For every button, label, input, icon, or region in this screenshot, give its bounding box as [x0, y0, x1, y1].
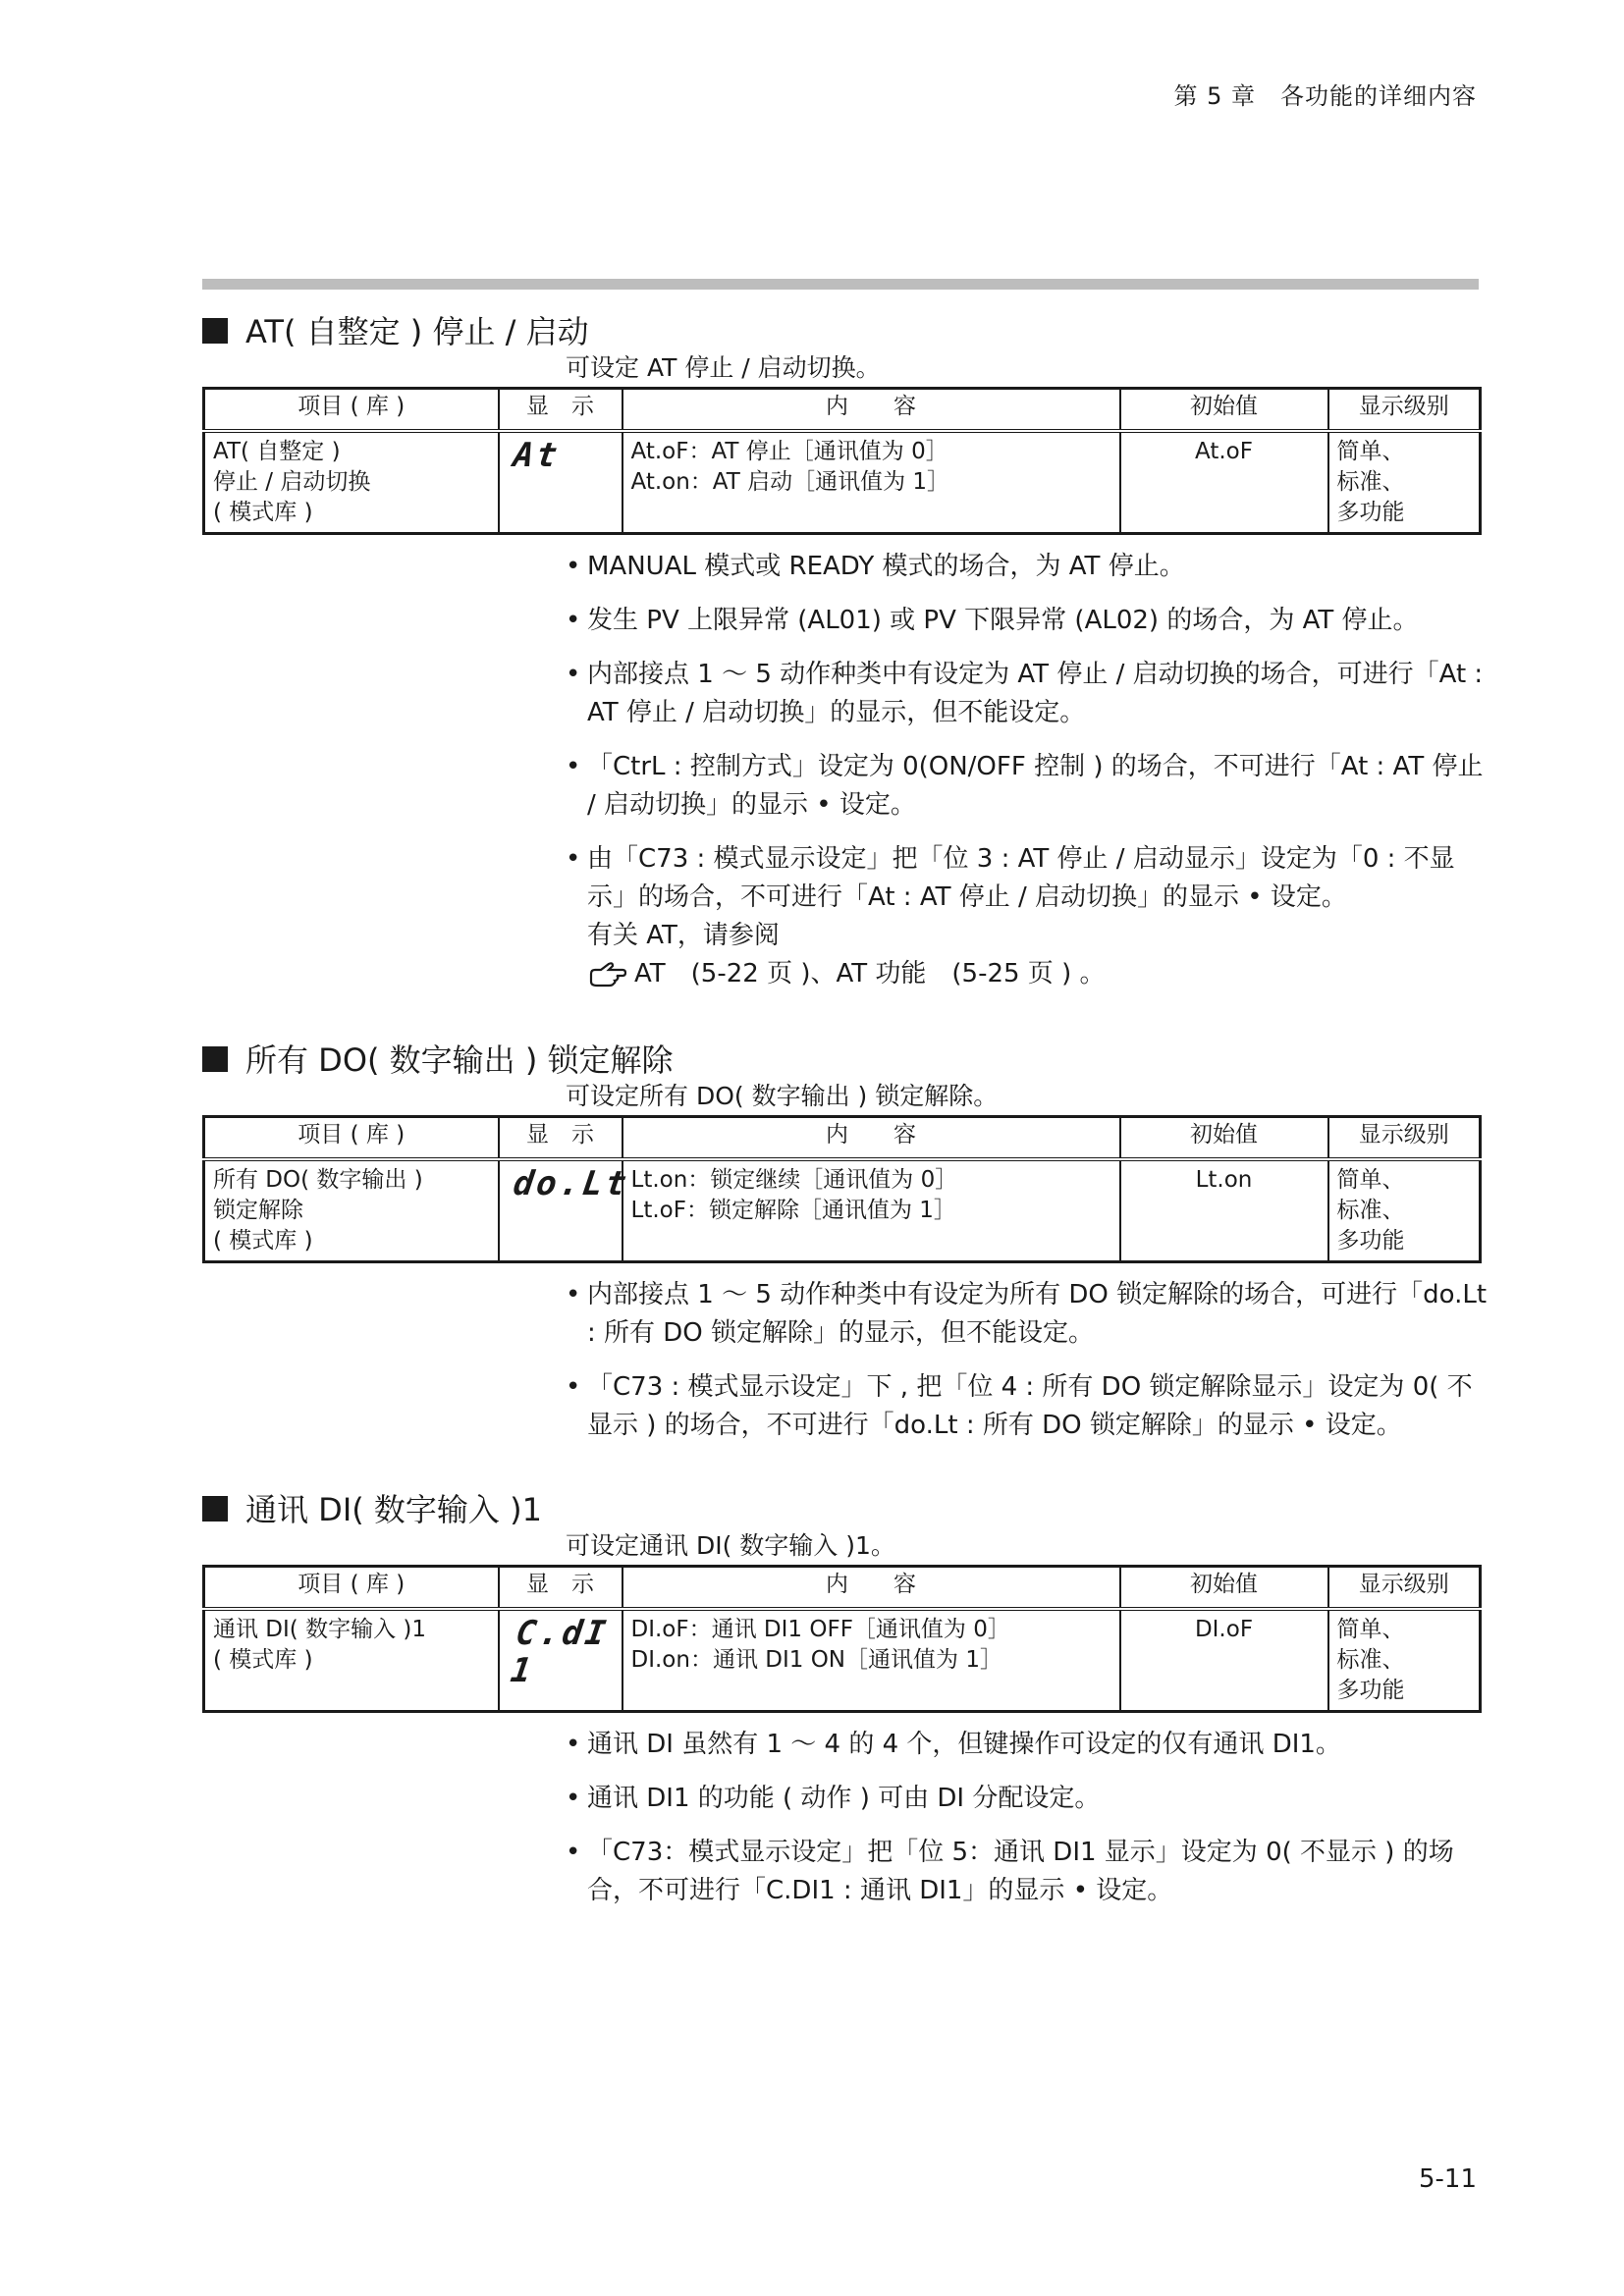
table-row: [204, 431, 1481, 534]
section-title: 所有 DO( 数字输出 ) 锁定解除: [202, 1041, 1479, 1080]
col-header-level: 显示级别: [1328, 389, 1481, 432]
section-title: 通讯 DI( 数字输入 )1: [202, 1490, 1479, 1529]
cell-initial: DI.oF: [1120, 1609, 1328, 1712]
cell-level: 简单、 标准、 多功能: [1328, 1609, 1481, 1712]
col-header-content: 内 容: [623, 1567, 1120, 1610]
col-header-content: 内 容: [623, 1117, 1120, 1160]
section-at-stop-start: [202, 312, 1479, 535]
list-item: • 「CtrL : 控制方式」设定为 0(ON/OFF 控制 ) 的场合，不可进行「At : AT 停止 / 启动切换」的显示 • 设定。: [566, 748, 1489, 825]
list-item: • 由「C73 : 模式显示设定」把「位 3 : AT 停止 / 启动显示」设定为「0 : 不显示」的场合，不可进行「At : AT 停止 / 启动切换」的显示 • 设定。 有关 AT，请参阅 AT (5-22 页 )、AT 功能 (5-25 页 ) 。: [566, 840, 1489, 993]
lcd-display: At: [510, 436, 563, 475]
col-header-initial: 初始值: [1120, 1117, 1328, 1160]
cell-display: [499, 1609, 623, 1712]
table-row: [204, 1609, 1481, 1712]
spec-table: [202, 1115, 1482, 1263]
section-description: 可设定所有 DO( 数字输出 ) 锁定解除。: [566, 1082, 999, 1110]
notes-list-at: [566, 548, 1489, 1009]
list-item: • 「C73 : 模式显示设定」下 , 把「位 4 : 所有 DO 锁定解除显示」设定为 0( 不显示 ) 的场合，不可进行「do.Lt : 所有 DO 锁定解除」的显示 • 设定。: [566, 1368, 1489, 1445]
cell-display: [499, 431, 623, 534]
list-item: • 「C73：模式显示设定」把「位 5：通讯 DI1 显示」设定为 0( 不显示 ) 的场合，不可进行「C.DI1 : 通讯 DI1」的显示 • 设定。: [566, 1834, 1489, 1910]
list-item: • 通讯 DI1 的功能 ( 动作 ) 可由 DI 分配设定。: [566, 1780, 1489, 1818]
cell-item: AT( 自整定 ) 停止 / 启动切换 ( 模式库 ): [204, 431, 499, 534]
chapter-header: 第 5 章 各功能的详细内容: [1173, 82, 1477, 110]
section-description: 可设定 AT 停止 / 启动切换。: [566, 353, 881, 382]
cell-level: 简单、 标准、 多功能: [1328, 1159, 1481, 1262]
cell-item: 通讯 DI( 数字输入 )1 ( 模式库 ): [204, 1609, 499, 1712]
pointing-hand-icon: [587, 960, 626, 989]
square-bullet-icon: [202, 1046, 228, 1072]
cell-level: 简单、 标准、 多功能: [1328, 431, 1481, 534]
cell-item: 所有 DO( 数字输出 ) 锁定解除 ( 模式库 ): [204, 1159, 499, 1262]
header-rule: [202, 279, 1479, 290]
section-do-lock-release: [202, 1041, 1479, 1263]
section-title: AT( 自整定 ) 停止 / 启动: [202, 312, 1479, 351]
list-item: • 通讯 DI 虽然有 1 ～ 4 的 4 个，但键操作可设定的仅有通讯 DI1。: [566, 1726, 1489, 1764]
spec-table: [202, 387, 1482, 535]
col-header-display: 显 示: [499, 389, 623, 432]
lcd-display: do.Lt: [510, 1164, 631, 1203]
page-number: 5-11: [1418, 2164, 1477, 2194]
cell-initial: Lt.on: [1120, 1159, 1328, 1262]
notes-list-do: [566, 1276, 1489, 1461]
list-item: • 发生 PV 上限异常 (AL01) 或 PV 下限异常 (AL02) 的场合，为 AT 停止。: [566, 602, 1489, 640]
list-item: • 内部接点 1 ～ 5 动作种类中有设定为所有 DO 锁定解除的场合，可进行「do.Lt : 所有 DO 锁定解除」的显示，但不能设定。: [566, 1276, 1489, 1353]
list-item: • MANUAL 模式或 READY 模式的场合，为 AT 停止。: [566, 548, 1489, 586]
table-row: [204, 1159, 1481, 1262]
notes-list-di: [566, 1726, 1489, 1926]
col-header-level: 显示级别: [1328, 1117, 1481, 1160]
col-header-display: 显 示: [499, 1117, 623, 1160]
section-description: 可设定通讯 DI( 数字输入 )1。: [566, 1531, 895, 1560]
table-header-row: [204, 389, 1481, 432]
cell-content: DI.oF：通讯 DI1 OFF［通讯值为 0］ DI.on：通讯 DI1 ON［通讯值为 1］: [623, 1609, 1120, 1712]
cell-initial: At.oF: [1120, 431, 1328, 534]
table-header-row: [204, 1117, 1481, 1160]
cell-content: Lt.on：锁定继续［通讯值为 0］ Lt.oF：锁定解除［通讯值为 1］: [623, 1159, 1120, 1262]
square-bullet-icon: [202, 1496, 228, 1522]
cell-display: [499, 1159, 631, 1262]
spec-table: [202, 1565, 1482, 1713]
col-header-item: 项目 ( 库 ): [204, 1567, 499, 1610]
lcd-display: C.dI 1: [508, 1614, 611, 1690]
col-header-initial: 初始值: [1120, 1567, 1328, 1610]
list-item: • 内部接点 1 ～ 5 动作种类中有设定为 AT 停止 / 启动切换的场合，可进行「At : AT 停止 / 启动切换」的显示，但不能设定。: [566, 656, 1489, 732]
reference-line: AT (5-22 页 )、AT 功能 (5-25 页 ) 。: [587, 955, 1489, 993]
section-comm-di1: [202, 1490, 1479, 1713]
table-header-row: [204, 1567, 1481, 1610]
col-header-item: 项目 ( 库 ): [204, 389, 499, 432]
col-header-level: 显示级别: [1328, 1567, 1481, 1610]
col-header-initial: 初始值: [1120, 389, 1328, 432]
col-header-content: 内 容: [623, 389, 1120, 432]
square-bullet-icon: [202, 318, 228, 344]
cell-content: At.oF：AT 停止［通讯值为 0］ At.on：AT 启动［通讯值为 1］: [623, 431, 1120, 534]
col-header-item: 项目 ( 库 ): [204, 1117, 499, 1160]
reference-intro: 有关 AT，请参阅: [587, 921, 780, 950]
col-header-display: 显 示: [499, 1567, 623, 1610]
